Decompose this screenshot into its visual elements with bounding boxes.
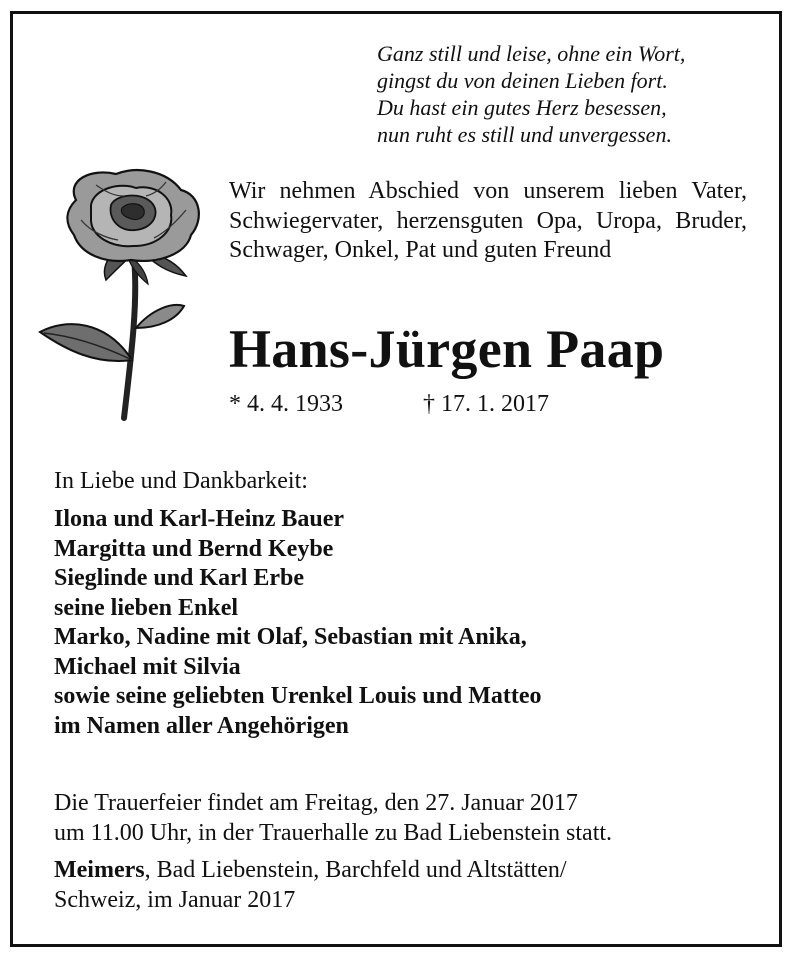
mourner-line: Ilona und Karl-Heinz Bauer <box>54 506 345 532</box>
place-locations: , Bad Liebenstein, Barchfeld und Altstätten/ <box>144 857 567 883</box>
funeral-line: Die Trauerfeier findet am Freitag, den 27. Januar 2017 <box>54 790 578 816</box>
funeral-line: um 11.00 Uhr, in der Trauerhalle zu Bad Liebenstein statt. <box>54 820 613 846</box>
place-line-2: Schweiz, im Januar 2017 <box>54 887 296 913</box>
place-line-1 <box>54 855 567 885</box>
funeral-info <box>54 788 612 848</box>
birth-date: * 4. 4. 1933 <box>229 391 343 417</box>
mourner-line: Michael mit Silvia <box>54 653 241 680</box>
mourner-line: im Namen aller Angehörigen <box>54 712 349 739</box>
rose-icon <box>36 160 206 425</box>
mourner-line: sowie seine geliebten Urenkel Louis und Matteo <box>54 683 542 709</box>
poem <box>377 40 737 148</box>
deceased-name: Hans-Jürgen Paap <box>229 319 665 379</box>
mourner-line: Margitta und Bernd Keybe <box>54 535 334 562</box>
mourner-line: Marko, Nadine mit Olaf, Sebastian mit Anika, <box>54 624 527 650</box>
poem-line: Du hast ein gutes Herz besessen, <box>377 95 667 120</box>
thanks-line: In Liebe und Dankbarkeit: <box>54 468 308 494</box>
family-name-bold: Meimers <box>54 857 145 883</box>
life-dates <box>229 389 549 419</box>
poem-line: gingst du von deinen Lieben fort. <box>377 68 668 93</box>
mourner-line: Sieglinde und Karl Erbe <box>54 565 305 591</box>
mourner-line: seine lieben Enkel <box>54 594 239 621</box>
poem-line: Ganz still und leise, ohne ein Wort, <box>377 41 686 66</box>
death-date: † 17. 1. 2017 <box>423 391 549 417</box>
mourners-list <box>54 505 542 741</box>
poem-line: nun ruht es still und unvergessen. <box>377 122 672 147</box>
intro-text: Wir nehmen Abschied von unserem lieben Vater, Schwiegervater, herzensguten Opa, Uropa, Bruder, Schwager, Onkel, Pat und guten Freund <box>229 178 747 263</box>
place-date <box>54 855 567 915</box>
